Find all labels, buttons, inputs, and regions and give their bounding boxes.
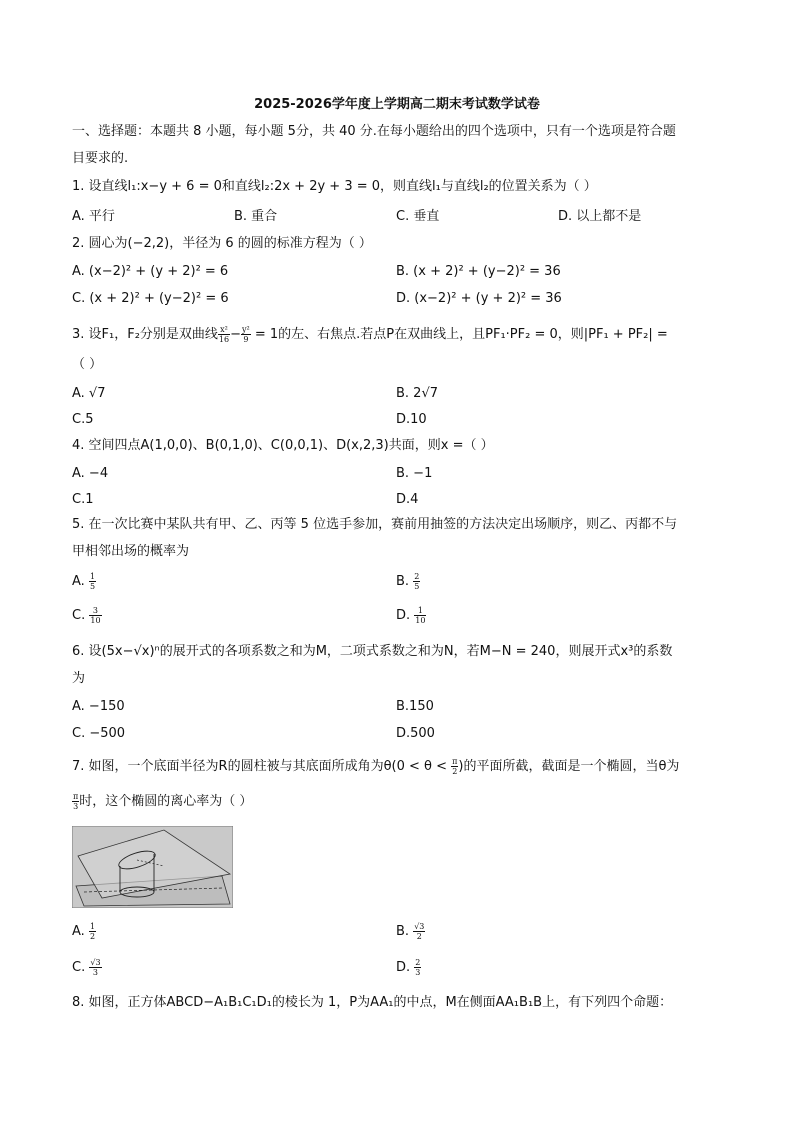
q3-option-a: A. √7 [72,386,106,401]
q5-stem-line2: 甲相邻出场的概率为 [72,544,190,559]
q7-fraction-pi-2: $\frac{\pi}{2}$ [452,757,458,776]
q4-option-d: D.4 [396,492,419,507]
q1-option-d: D. 以上都不是 [558,209,642,224]
q5-option-d: D. $\frac{1}{10}$ [396,606,426,625]
q7-option-c: C. $\frac{√3}{3}$ [72,958,101,977]
q3-option-c: C.5 [72,412,94,427]
q4-option-a: A. −4 [72,466,109,481]
q3-stem-blank: （ ） [72,357,103,372]
q7-stem-line2: $\frac{\pi}{3}$ 时，这个椭圆的离心率为（ ） [73,792,253,811]
section-instructions-line2: 目要求的. [72,151,129,166]
exam-title: 2025-2026学年度上学期高二期末考试数学试卷 [254,97,540,112]
q5-option-a: A. $\frac{1}{5}$ [72,572,96,591]
q2-stem: 2. 圆心为(−2,2)，半径为 6 的圆的标准方程为（ ） [72,236,372,251]
q7-stem-line1: 7. 如图，一个底面半径为R的圆柱被与其底面所成角为θ(0 < θ < $\frac{\pi}{2}$ )的平面所截，截面是一个椭圆，当θ为 [72,757,680,776]
q2-option-b: B. (x + 2)² + (y−2)² = 36 [396,264,561,279]
q3-fraction-y: $\frac{\text{y²}}{9}$ [242,325,250,344]
q6-stem-line1: 6. 设(5x−√x)ⁿ的展开式的各项系数之和为M，二项式系数之和为N，若M−N = 240，则展开式x³的系数 [72,644,673,659]
q4-option-b: B. −1 [396,466,433,481]
q5-stem-line1: 5. 在一次比赛中某队共有甲、乙、丙等 5 位选手参加，赛前用抽签的方法决定出场顺序，则乙、丙都不与 [72,517,678,532]
q2-option-d: D. (x−2)² + (y + 2)² = 36 [396,291,562,306]
q7-fraction-pi-3: $\frac{\pi}{3}$ [73,792,79,811]
q6-stem-line2: 为 [72,671,86,686]
q3-stem-part1: 3. 设F₁，F₂分别是双曲线 [72,327,218,342]
q6-option-b: B.150 [396,699,434,714]
q3-stem-part2: = 1的左、右焦点.若点P在双曲线上，且PF₁·PF₂ = 0，则|PF₁ + PF₂| = [250,327,668,342]
q1-stem: 1. 设直线l₁:x−y + 6 = 0和直线l₂:2x + 2y + 3 = 0，则直线l₁与直线l₂的位置关系为（ ） [72,179,597,194]
q2-option-c: C. (x + 2)² + (y−2)² = 6 [72,291,229,306]
q3-option-d: D.10 [396,412,427,427]
q6-option-c: C. −500 [72,726,126,741]
q3-fraction-x: $\frac{\text{x²}}{16}$ [218,325,230,344]
cylinder-section-figure [72,826,233,908]
q5-option-b: B. $\frac{2}{5}$ [396,572,420,591]
q6-option-a: A. −150 [72,699,125,714]
q7-option-a: A. $\frac{1}{2}$ [72,922,96,941]
q4-stem: 4. 空间四点A(1,0,0)、B(0,1,0)、C(0,0,1)、D(x,2,3)共面，则x =（ ） [72,438,494,453]
q4-option-c: C.1 [72,492,94,507]
q2-option-a: A. (x−2)² + (y + 2)² = 6 [72,264,229,279]
q1-option-b: B. 重合 [234,209,278,224]
q5-option-c: C. $\frac{3}{10}$ [72,606,101,625]
q3-stem: 3. 设F₁，F₂分别是双曲线 $\frac{\text{x²}}{16}$ − $\frac{\text{y²}}{9}$ = 1的左、右焦点.若点P在双曲线上，且PF₁·PF₂ = 0，则|PF₁ + PF₂| = [72,325,668,344]
q7-option-b: B. $\frac{√3}{2}$ [396,922,425,941]
q1-option-c: C. 垂直 [396,209,440,224]
q3-option-b: B. 2√7 [396,386,439,401]
q6-option-d: D.500 [396,726,435,741]
q1-option-a: A. 平行 [72,209,115,224]
q8-stem: 8. 如图，正方体ABCD−A₁B₁C₁D₁的棱长为 1，P为AA₁的中点，M在侧面AA₁B₁B上，有下列四个命题： [72,995,673,1010]
section-instructions-line1: 一、选择题：本题共 8 小题，每小题 5分，共 40 分.在每小题给出的四个选项中，只有一个选项是符合题 [72,124,676,139]
q7-option-d: D. $\frac{2}{3}$ [396,958,421,977]
